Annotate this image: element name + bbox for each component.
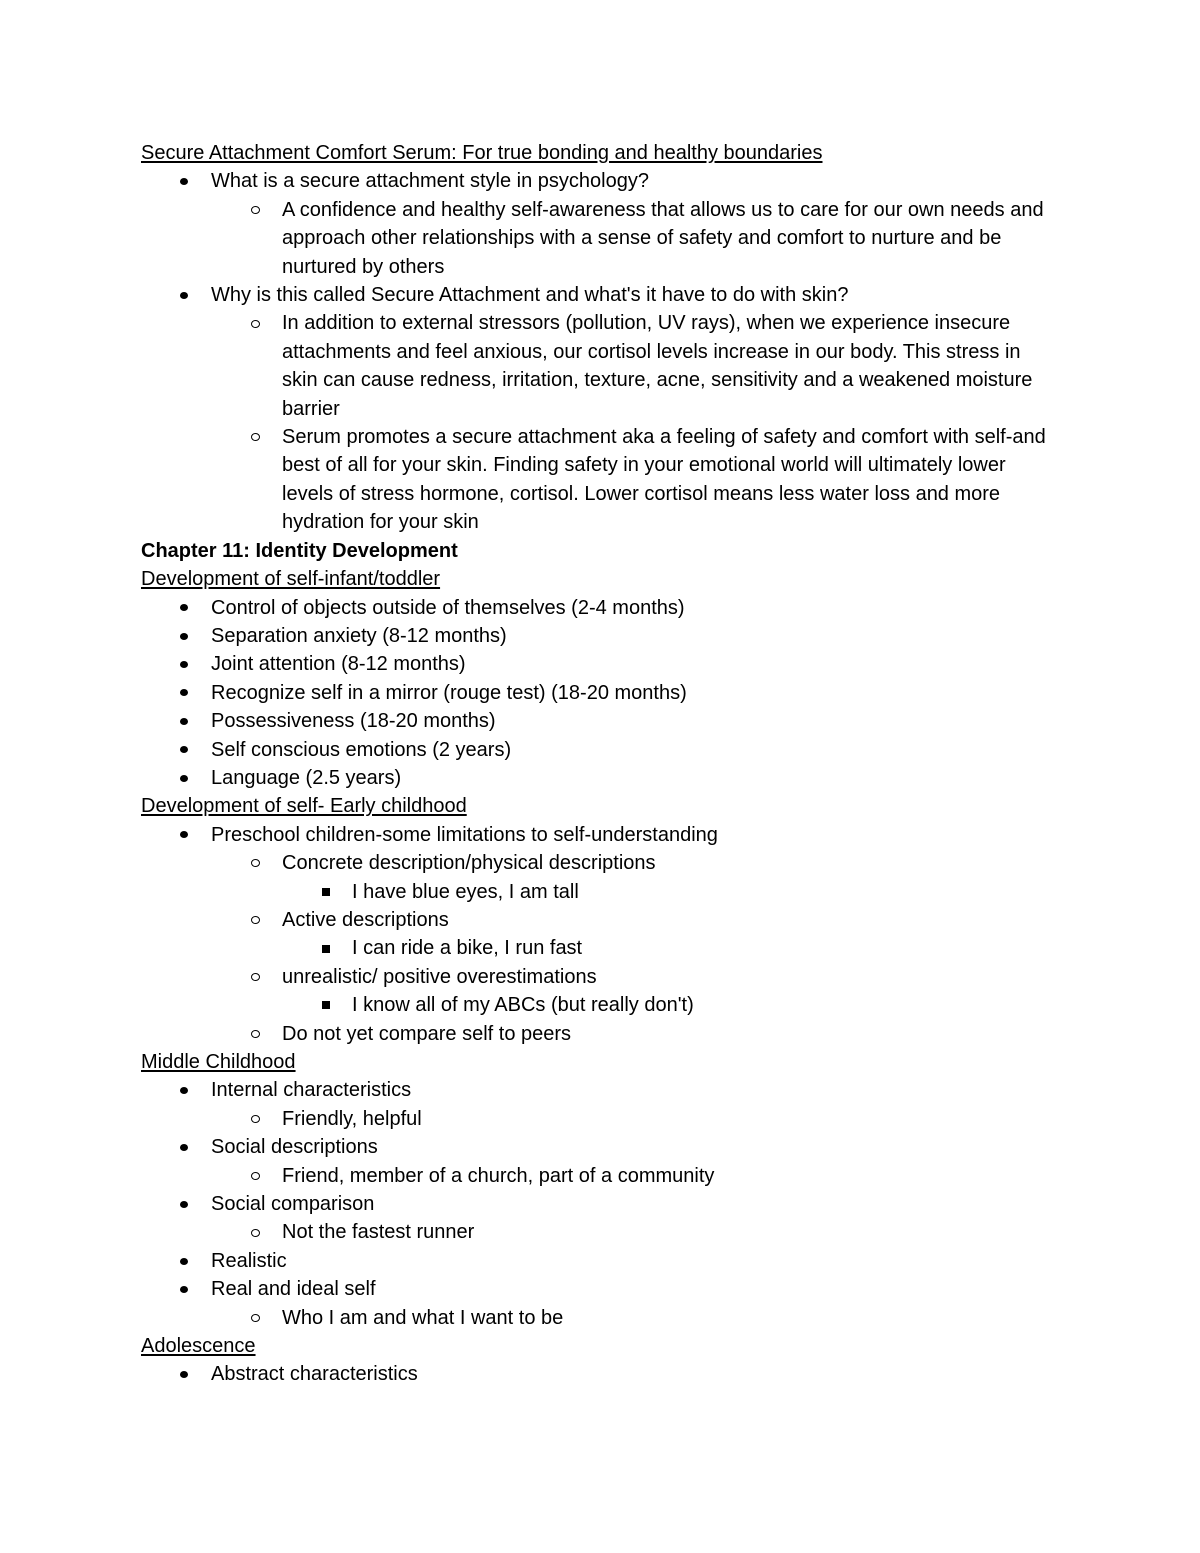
list-item-text: Realistic bbox=[211, 1249, 287, 1272]
bullet-square-icon bbox=[319, 934, 333, 962]
list-item-text: Preschool children-some limitations to self-understanding bbox=[211, 823, 718, 846]
list-item-text: I can ride a bike, I run fast bbox=[352, 937, 583, 960]
bullet-disc-icon bbox=[177, 821, 191, 849]
list-item-text: Serum promotes a secure attachment aka a feeling of safety and comfort with self-and best of all for your skin. Finding safety in your emotional world will ultimately lower levels of stress hormone, cortisol. Lower cortisol means less water loss and more hydration for your skin bbox=[282, 426, 1046, 534]
section-heading-secure-attachment: Secure Attachment Comfort Serum: For true bonding and healthy boundaries bbox=[141, 142, 823, 164]
list-item bbox=[141, 707, 1061, 735]
list-item bbox=[141, 1275, 1061, 1303]
notes-content bbox=[141, 139, 1061, 1389]
list-item bbox=[141, 878, 1061, 906]
list-item bbox=[141, 1304, 1061, 1332]
list-item-text: Language (2.5 years) bbox=[211, 766, 402, 789]
bullet-circle-icon bbox=[248, 1105, 262, 1133]
list-item-text: unrealistic/ positive overestimations bbox=[282, 965, 597, 988]
chapter-title: Chapter 11: Identity Development bbox=[141, 539, 458, 562]
bullet-square-icon bbox=[319, 878, 333, 906]
list-item-text: I know all of my ABCs (but really don't) bbox=[352, 994, 694, 1017]
list-item bbox=[141, 679, 1061, 707]
bullet-disc-icon bbox=[177, 736, 191, 764]
bullet-circle-icon bbox=[248, 963, 262, 991]
list-item bbox=[141, 309, 1061, 423]
list-item-text: Internal characteristics bbox=[211, 1079, 412, 1102]
list-item bbox=[141, 934, 1061, 962]
list-item-text: What is a secure attachment style in psychology? bbox=[211, 170, 649, 193]
bullet-disc-icon bbox=[177, 679, 191, 707]
list-item bbox=[141, 594, 1061, 622]
list-item-text: Who I am and what I want to be bbox=[282, 1306, 564, 1329]
list-item bbox=[141, 1247, 1061, 1275]
section-heading-infant-toddler: Development of self-infant/toddler bbox=[141, 568, 441, 591]
list-item bbox=[141, 1162, 1061, 1190]
bullet-disc-icon bbox=[177, 1076, 191, 1104]
list-item-text: Social comparison bbox=[211, 1193, 375, 1216]
list-item-text: Do not yet compare self to peers bbox=[282, 1022, 572, 1045]
list-item-text: Joint attention (8-12 months) bbox=[211, 653, 466, 676]
list-item bbox=[141, 1020, 1061, 1048]
list-item bbox=[141, 167, 1061, 195]
list-item-text: Real and ideal self bbox=[211, 1278, 376, 1301]
list-item-text: Why is this called Secure Attachment and what's it have to do with skin? bbox=[211, 284, 849, 307]
bullet-disc-icon bbox=[177, 1275, 191, 1303]
list-item bbox=[141, 622, 1061, 650]
list-item-text: Active descriptions bbox=[282, 908, 449, 931]
bullet-circle-icon bbox=[248, 196, 262, 224]
list-item-text: Abstract characteristics bbox=[211, 1363, 418, 1386]
list-item bbox=[141, 1133, 1061, 1161]
list-item-text: Friendly, helpful bbox=[282, 1107, 422, 1130]
bullet-disc-icon bbox=[177, 1133, 191, 1161]
bullet-disc-icon bbox=[177, 650, 191, 678]
list-item-text: A confidence and healthy self-awareness that allows us to care for our own needs and approach other relationships with a sense of safety and comfort to nurture and be nurtured by others bbox=[282, 198, 1044, 278]
section-heading-early-childhood: Development of self- Early childhood bbox=[141, 795, 467, 818]
bullet-disc-icon bbox=[177, 594, 191, 622]
list-item-text: Control of objects outside of themselves (2-4 months) bbox=[211, 596, 685, 619]
list-item-text: Concrete description/physical descriptions bbox=[282, 852, 656, 875]
list-item-text: Recognize self in a mirror (rouge test) (18-20 months) bbox=[211, 681, 687, 704]
list-item bbox=[141, 821, 1061, 849]
bullet-disc-icon bbox=[177, 1247, 191, 1275]
bullet-circle-icon bbox=[248, 309, 262, 337]
list-item bbox=[141, 1190, 1061, 1218]
list-item bbox=[141, 1360, 1061, 1388]
list-item bbox=[141, 1105, 1061, 1133]
bullet-circle-icon bbox=[248, 1218, 262, 1246]
list-item bbox=[141, 906, 1061, 934]
list-item-text: Social descriptions bbox=[211, 1136, 378, 1159]
list-item bbox=[141, 423, 1061, 537]
list-item bbox=[141, 849, 1061, 877]
list-item-text: In addition to external stressors (pollution, UV rays), when we experience insecure attachments and feel anxious, our cortisol levels increase in our body. This stress in skin can cause redness, irritation, texture, acne, sensitivity and a weakened moisture barrier bbox=[282, 312, 1033, 420]
section-heading-adolescence: Adolescence bbox=[141, 1335, 256, 1358]
list-item bbox=[141, 1076, 1061, 1104]
bullet-disc-icon bbox=[177, 281, 191, 309]
list-item bbox=[141, 281, 1061, 309]
bullet-disc-icon bbox=[177, 622, 191, 650]
section-heading-middle-childhood: Middle Childhood bbox=[141, 1051, 296, 1073]
list-item-text: Possessiveness (18-20 months) bbox=[211, 710, 496, 733]
bullet-circle-icon bbox=[248, 849, 262, 877]
list-item bbox=[141, 1218, 1061, 1246]
list-item-text: I have blue eyes, I am tall bbox=[352, 880, 579, 903]
list-item bbox=[141, 764, 1061, 792]
bullet-circle-icon bbox=[248, 1020, 262, 1048]
list-item bbox=[141, 963, 1061, 991]
list-item-text: Self conscious emotions (2 years) bbox=[211, 738, 512, 761]
bullet-square-icon bbox=[319, 991, 333, 1019]
bullet-circle-icon bbox=[248, 1162, 262, 1190]
list-item bbox=[141, 650, 1061, 678]
list-item-text: Separation anxiety (8-12 months) bbox=[211, 624, 507, 647]
bullet-circle-icon bbox=[248, 906, 262, 934]
list-item bbox=[141, 991, 1061, 1019]
bullet-disc-icon bbox=[177, 707, 191, 735]
bullet-disc-icon bbox=[177, 764, 191, 792]
bullet-disc-icon bbox=[177, 1190, 191, 1218]
list-item bbox=[141, 196, 1061, 281]
bullet-circle-icon bbox=[248, 1304, 262, 1332]
list-item bbox=[141, 736, 1061, 764]
bullet-circle-icon bbox=[248, 423, 262, 451]
list-item-text: Not the fastest runner bbox=[282, 1221, 475, 1244]
bullet-disc-icon bbox=[177, 167, 191, 195]
bullet-disc-icon bbox=[177, 1360, 191, 1388]
list-item-text: Friend, member of a church, part of a community bbox=[282, 1164, 715, 1187]
